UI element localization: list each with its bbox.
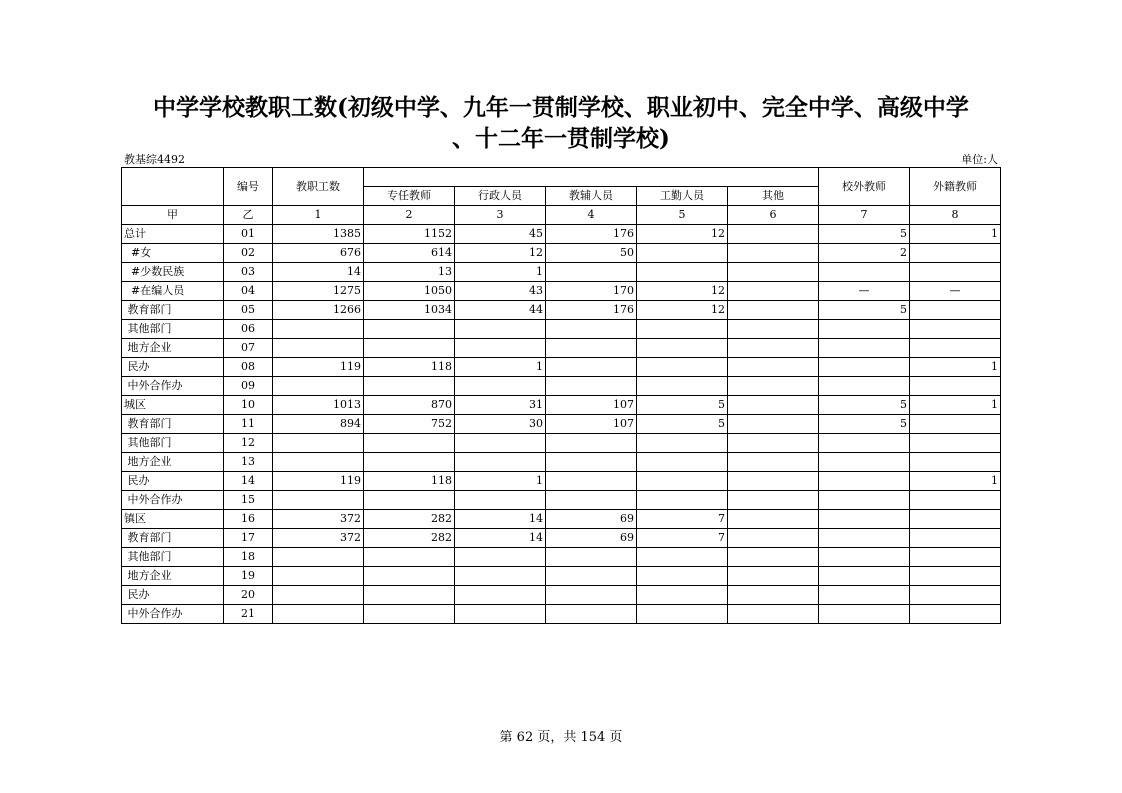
- row-label: 民办: [122, 472, 224, 491]
- value-cell: 7: [637, 510, 728, 529]
- index-cell: 1: [273, 206, 364, 225]
- value-cell: 69: [546, 529, 637, 548]
- value-cell: —: [819, 282, 910, 301]
- value-cell: [273, 567, 364, 586]
- value-cell: [364, 586, 455, 605]
- value-cell: [546, 491, 637, 510]
- table-row: [122, 434, 1001, 453]
- value-cell: [819, 472, 910, 491]
- header-sub: 工勤人员: [637, 187, 728, 206]
- value-cell: 1: [910, 472, 1001, 491]
- header-blank: [122, 168, 224, 206]
- value-cell: [637, 491, 728, 510]
- row-code: 01: [224, 225, 273, 244]
- value-cell: [364, 491, 455, 510]
- table-row: [122, 415, 1001, 434]
- row-label: 中外合作办: [122, 377, 224, 396]
- value-cell: [637, 244, 728, 263]
- index-cell: 6: [728, 206, 819, 225]
- row-label: 教育部门: [122, 301, 224, 320]
- row-code: 02: [224, 244, 273, 263]
- value-cell: 1050: [364, 282, 455, 301]
- value-cell: 45: [455, 225, 546, 244]
- value-cell: 1: [455, 358, 546, 377]
- value-cell: [728, 244, 819, 263]
- row-code: 05: [224, 301, 273, 320]
- value-cell: [455, 491, 546, 510]
- value-cell: [637, 320, 728, 339]
- row-label: 中外合作办: [122, 605, 224, 624]
- row-code: 08: [224, 358, 273, 377]
- value-cell: 107: [546, 415, 637, 434]
- row-label: #女: [122, 244, 224, 263]
- page-footer: 第 62 页，共 154 页: [499, 730, 623, 745]
- value-cell: [910, 263, 1001, 282]
- row-code: 21: [224, 605, 273, 624]
- index-cell: 3: [455, 206, 546, 225]
- value-cell: 5: [637, 396, 728, 415]
- value-cell: [546, 453, 637, 472]
- value-cell: [728, 301, 819, 320]
- row-code: 12: [224, 434, 273, 453]
- value-cell: [364, 567, 455, 586]
- value-cell: [637, 263, 728, 282]
- value-cell: [819, 548, 910, 567]
- value-cell: 69: [546, 510, 637, 529]
- value-cell: [910, 491, 1001, 510]
- value-cell: [364, 339, 455, 358]
- value-cell: [455, 586, 546, 605]
- value-cell: [546, 434, 637, 453]
- row-code: 13: [224, 453, 273, 472]
- value-cell: [273, 491, 364, 510]
- value-cell: [728, 396, 819, 415]
- value-cell: 12: [637, 225, 728, 244]
- value-cell: 1275: [273, 282, 364, 301]
- row-label: 总计: [122, 225, 224, 244]
- value-cell: 31: [455, 396, 546, 415]
- value-cell: [910, 529, 1001, 548]
- value-cell: [273, 434, 364, 453]
- value-cell: [728, 434, 819, 453]
- row-code: 03: [224, 263, 273, 282]
- row-code: 17: [224, 529, 273, 548]
- value-cell: [728, 282, 819, 301]
- header-sub: 教辅人员: [546, 187, 637, 206]
- value-cell: [273, 339, 364, 358]
- row-label: #在编人员: [122, 282, 224, 301]
- value-cell: [455, 339, 546, 358]
- value-cell: [273, 320, 364, 339]
- row-code: 06: [224, 320, 273, 339]
- value-cell: 1013: [273, 396, 364, 415]
- row-code: 19: [224, 567, 273, 586]
- row-label: 地方企业: [122, 453, 224, 472]
- value-cell: [637, 567, 728, 586]
- value-cell: 372: [273, 529, 364, 548]
- row-code: 07: [224, 339, 273, 358]
- value-cell: [546, 263, 637, 282]
- value-cell: [910, 339, 1001, 358]
- value-cell: 894: [273, 415, 364, 434]
- value-cell: 5: [819, 415, 910, 434]
- value-cell: [546, 339, 637, 358]
- value-cell: 170: [546, 282, 637, 301]
- value-cell: [546, 472, 637, 491]
- value-cell: [364, 434, 455, 453]
- value-cell: [455, 434, 546, 453]
- row-code: 16: [224, 510, 273, 529]
- value-cell: [910, 567, 1001, 586]
- value-cell: [819, 567, 910, 586]
- value-cell: [819, 586, 910, 605]
- table-row: [122, 510, 1001, 529]
- value-cell: [546, 567, 637, 586]
- value-cell: [728, 567, 819, 586]
- value-cell: [637, 377, 728, 396]
- value-cell: [273, 548, 364, 567]
- value-cell: [728, 225, 819, 244]
- index-cell: 5: [637, 206, 728, 225]
- value-cell: [728, 415, 819, 434]
- value-cell: 5: [819, 396, 910, 415]
- table-row: [122, 339, 1001, 358]
- value-cell: 119: [273, 358, 364, 377]
- value-cell: 1: [455, 263, 546, 282]
- table-row: [122, 491, 1001, 510]
- row-label: 其他部门: [122, 548, 224, 567]
- value-cell: [819, 377, 910, 396]
- staff-table: [121, 167, 1001, 624]
- value-cell: [637, 472, 728, 491]
- row-label: 民办: [122, 586, 224, 605]
- value-cell: 5: [637, 415, 728, 434]
- value-cell: 2: [819, 244, 910, 263]
- header-outside-teachers: 校外教师: [819, 168, 910, 206]
- value-cell: 676: [273, 244, 364, 263]
- value-cell: [364, 377, 455, 396]
- value-cell: 107: [546, 396, 637, 415]
- value-cell: [637, 453, 728, 472]
- value-cell: [728, 472, 819, 491]
- value-cell: 50: [546, 244, 637, 263]
- row-code: 11: [224, 415, 273, 434]
- value-cell: [546, 377, 637, 396]
- row-code: 18: [224, 548, 273, 567]
- value-cell: [455, 377, 546, 396]
- value-cell: [364, 453, 455, 472]
- value-cell: 282: [364, 510, 455, 529]
- value-cell: 5: [819, 301, 910, 320]
- row-code: 09: [224, 377, 273, 396]
- row-code: 15: [224, 491, 273, 510]
- index-cell: 7: [819, 206, 910, 225]
- header-row-1: [122, 168, 1001, 187]
- value-cell: [728, 548, 819, 567]
- value-cell: [910, 244, 1001, 263]
- value-cell: 14: [273, 263, 364, 282]
- table-row: [122, 453, 1001, 472]
- table-row: [122, 263, 1001, 282]
- value-cell: 14: [455, 529, 546, 548]
- value-cell: 119: [273, 472, 364, 491]
- row-code: 14: [224, 472, 273, 491]
- table-row: [122, 377, 1001, 396]
- row-code: 04: [224, 282, 273, 301]
- row-code: 10: [224, 396, 273, 415]
- title-line-2: 、十二年一贯制学校): [452, 125, 670, 152]
- value-cell: [455, 320, 546, 339]
- index-cell: 甲: [122, 206, 224, 225]
- value-cell: [728, 358, 819, 377]
- value-cell: [910, 377, 1001, 396]
- header-bianhao: 编号: [224, 168, 273, 206]
- value-cell: [273, 586, 364, 605]
- table-row: [122, 358, 1001, 377]
- value-cell: [910, 510, 1001, 529]
- row-label: 中外合作办: [122, 491, 224, 510]
- table-row: [122, 529, 1001, 548]
- row-label: 城区: [122, 396, 224, 415]
- value-cell: [728, 586, 819, 605]
- value-cell: [364, 548, 455, 567]
- value-cell: 44: [455, 301, 546, 320]
- value-cell: [910, 453, 1001, 472]
- row-label: 镇区: [122, 510, 224, 529]
- value-cell: [728, 491, 819, 510]
- value-cell: 752: [364, 415, 455, 434]
- header-total: 教职工数: [273, 168, 364, 206]
- value-cell: 118: [364, 472, 455, 491]
- value-cell: 1152: [364, 225, 455, 244]
- index-cell: 乙: [224, 206, 273, 225]
- value-cell: 1266: [273, 301, 364, 320]
- value-cell: 1: [910, 358, 1001, 377]
- value-cell: 176: [546, 301, 637, 320]
- value-cell: [273, 453, 364, 472]
- value-cell: —: [910, 282, 1001, 301]
- table-row: [122, 548, 1001, 567]
- value-cell: [728, 320, 819, 339]
- value-cell: [910, 548, 1001, 567]
- table-row: [122, 605, 1001, 624]
- value-cell: [910, 434, 1001, 453]
- table-row: [122, 244, 1001, 263]
- value-cell: [546, 605, 637, 624]
- value-cell: 43: [455, 282, 546, 301]
- value-cell: [819, 491, 910, 510]
- value-cell: 13: [364, 263, 455, 282]
- value-cell: 372: [273, 510, 364, 529]
- value-cell: [728, 510, 819, 529]
- row-label: 教育部门: [122, 415, 224, 434]
- value-cell: [637, 586, 728, 605]
- value-cell: [455, 453, 546, 472]
- value-cell: [273, 377, 364, 396]
- header-group-blank: [364, 168, 819, 187]
- table-body: [122, 168, 1001, 624]
- table-row: [122, 396, 1001, 415]
- value-cell: 1385: [273, 225, 364, 244]
- value-cell: [728, 263, 819, 282]
- value-cell: 1: [910, 396, 1001, 415]
- header-sub: 行政人员: [455, 187, 546, 206]
- value-cell: 1034: [364, 301, 455, 320]
- table-row: [122, 225, 1001, 244]
- value-cell: 614: [364, 244, 455, 263]
- title-line-1: 中学学校教职工数(初级中学、九年一贯制学校、职业初中、完全中学、高级中学: [153, 94, 969, 121]
- value-cell: [546, 358, 637, 377]
- table-row: [122, 567, 1001, 586]
- table-row: [122, 320, 1001, 339]
- value-cell: [819, 434, 910, 453]
- value-cell: [728, 605, 819, 624]
- value-cell: [455, 605, 546, 624]
- value-cell: [910, 586, 1001, 605]
- row-code: 20: [224, 586, 273, 605]
- value-cell: 12: [637, 282, 728, 301]
- value-cell: 118: [364, 358, 455, 377]
- value-cell: 7: [637, 529, 728, 548]
- value-cell: 12: [455, 244, 546, 263]
- value-cell: [455, 567, 546, 586]
- value-cell: [819, 510, 910, 529]
- value-cell: [546, 548, 637, 567]
- page-title: [100, 92, 1022, 154]
- value-cell: [728, 453, 819, 472]
- row-label: 地方企业: [122, 567, 224, 586]
- row-label: #少数民族: [122, 263, 224, 282]
- value-cell: [364, 320, 455, 339]
- value-cell: 5: [819, 225, 910, 244]
- value-cell: 870: [364, 396, 455, 415]
- value-cell: [546, 586, 637, 605]
- row-label: 教育部门: [122, 529, 224, 548]
- row-label: 民办: [122, 358, 224, 377]
- value-cell: 1: [910, 225, 1001, 244]
- value-cell: [728, 339, 819, 358]
- value-cell: [546, 320, 637, 339]
- form-code: 教基综4492: [124, 153, 185, 166]
- value-cell: [910, 415, 1001, 434]
- value-cell: [910, 605, 1001, 624]
- row-label: 其他部门: [122, 320, 224, 339]
- value-cell: [637, 548, 728, 567]
- index-cell: 2: [364, 206, 455, 225]
- row-label: 地方企业: [122, 339, 224, 358]
- header-foreign-teachers: 外籍教师: [910, 168, 1001, 206]
- header-sub: 其他: [728, 187, 819, 206]
- value-cell: [455, 548, 546, 567]
- value-cell: 12: [637, 301, 728, 320]
- value-cell: [819, 529, 910, 548]
- value-cell: 14: [455, 510, 546, 529]
- value-cell: [910, 301, 1001, 320]
- table-row: [122, 586, 1001, 605]
- value-cell: [364, 605, 455, 624]
- value-cell: [819, 453, 910, 472]
- index-cell: 8: [910, 206, 1001, 225]
- table-row: [122, 301, 1001, 320]
- value-cell: [637, 339, 728, 358]
- value-cell: [819, 263, 910, 282]
- index-cell: 4: [546, 206, 637, 225]
- value-cell: [728, 377, 819, 396]
- value-cell: [637, 434, 728, 453]
- value-cell: 282: [364, 529, 455, 548]
- table-row: [122, 282, 1001, 301]
- value-cell: [910, 320, 1001, 339]
- value-cell: 30: [455, 415, 546, 434]
- value-cell: [819, 358, 910, 377]
- header-sub: 专任教师: [364, 187, 455, 206]
- value-cell: 176: [546, 225, 637, 244]
- value-cell: [637, 605, 728, 624]
- value-cell: 1: [455, 472, 546, 491]
- value-cell: [819, 320, 910, 339]
- unit-label: 单位:人: [961, 153, 998, 166]
- value-cell: [273, 605, 364, 624]
- value-cell: [819, 339, 910, 358]
- table-row: [122, 472, 1001, 491]
- index-row: [122, 206, 1001, 225]
- value-cell: [819, 605, 910, 624]
- value-cell: [637, 358, 728, 377]
- value-cell: [728, 529, 819, 548]
- row-label: 其他部门: [122, 434, 224, 453]
